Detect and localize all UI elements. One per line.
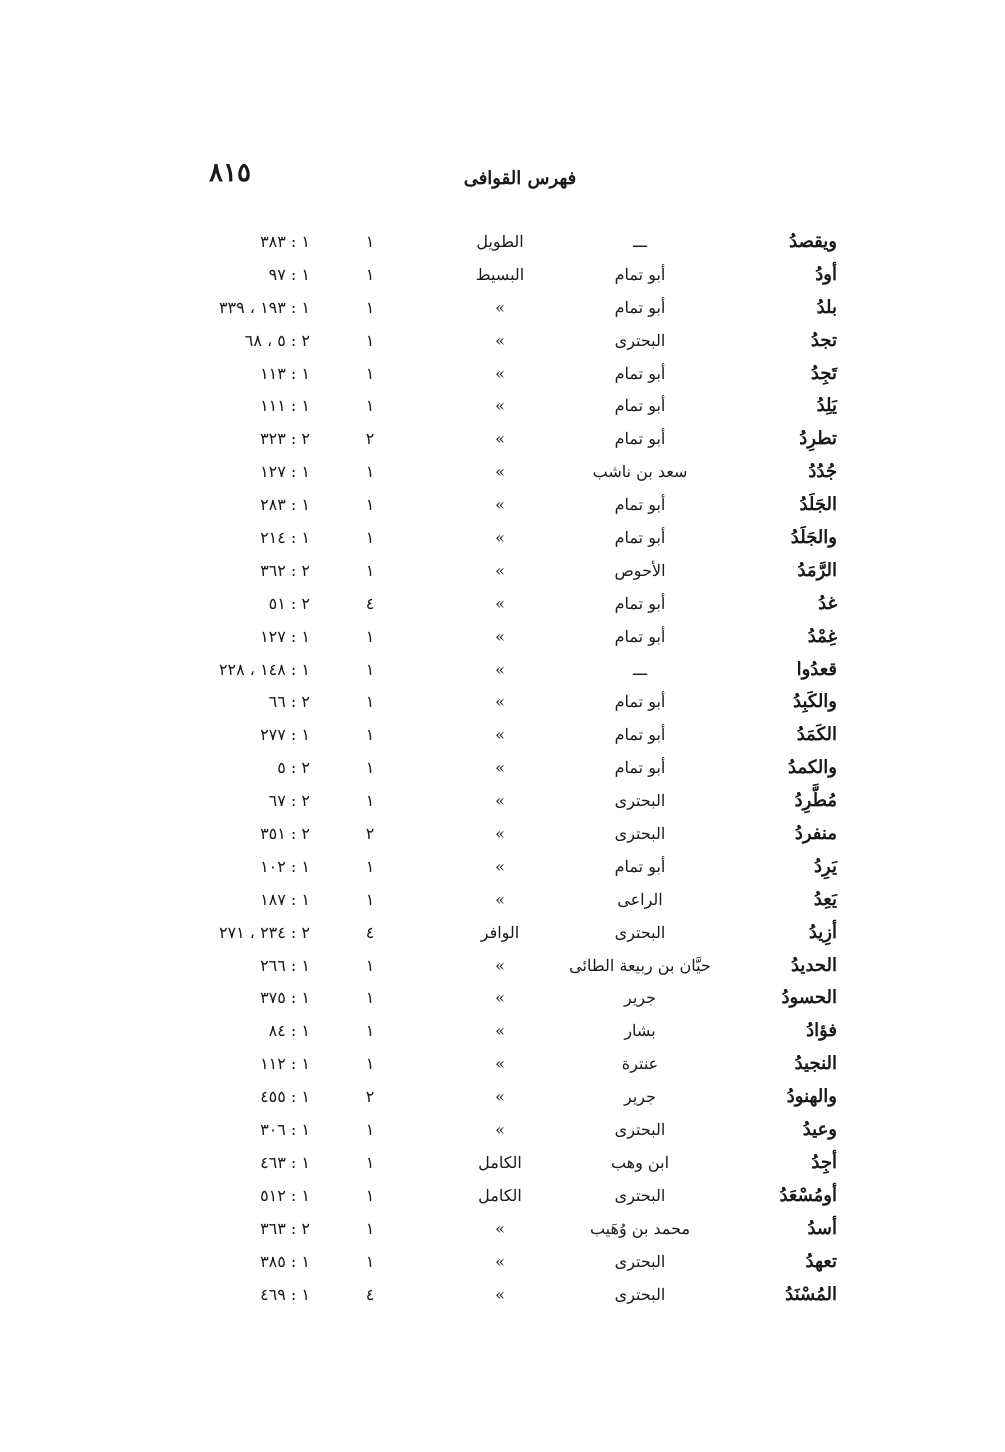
- rhyme-word: يَرِدُ: [814, 855, 837, 877]
- volume-page-ref: ١ : ٩٧: [268, 264, 310, 284]
- table-row: [0, 1180, 1005, 1213]
- poet-name: أبو تمام: [614, 758, 666, 778]
- table-row: [0, 489, 1005, 522]
- rhyme-word: يَلِدُ: [816, 395, 837, 417]
- meter-name: »: [495, 462, 505, 482]
- table-row: [0, 259, 1005, 292]
- verse-count: ١: [365, 1185, 375, 1205]
- meter-name: »: [495, 1087, 505, 1107]
- rhyme-word: ويقصدُ: [789, 231, 837, 252]
- poet-name: أبو تمام: [614, 626, 666, 646]
- verse-count: ٢: [365, 824, 375, 844]
- volume-page-ref: ١ : ٣٠٦: [260, 1120, 310, 1140]
- rhyme-index-table: [0, 226, 1005, 1311]
- poet-name: الأحوص: [614, 560, 666, 580]
- rhyme-word: فؤادُ: [806, 1020, 837, 1042]
- poet-name: أبو تمام: [614, 856, 666, 876]
- page-number: ٨١٥: [209, 158, 251, 188]
- meter-name: »: [495, 363, 505, 383]
- rhyme-word: والكَبِدُ: [793, 691, 837, 713]
- poet-name: عنترة: [621, 1054, 659, 1074]
- verse-count: ١: [365, 264, 375, 284]
- rhyme-word: الكَمَدُ: [796, 724, 837, 746]
- meter-name: »: [495, 955, 505, 975]
- volume-page-ref: ١ : ١٨٧: [260, 889, 310, 909]
- verse-count: ١: [365, 330, 375, 350]
- poet-name: جرير: [624, 988, 656, 1008]
- rhyme-word: المُسْنَدُ: [785, 1283, 837, 1305]
- volume-page-ref: ١ : ٤٥٥: [260, 1087, 310, 1107]
- table-row: [0, 917, 1005, 950]
- volume-page-ref: ٢ : ٥: [277, 758, 310, 778]
- table-row: [0, 818, 1005, 851]
- table-row: [0, 1147, 1005, 1180]
- verse-count: ١: [365, 363, 375, 383]
- poet-name: أبو تمام: [614, 297, 666, 317]
- meter-name: »: [495, 889, 505, 909]
- poet-name: أبو تمام: [614, 264, 666, 284]
- meter-name: »: [495, 988, 505, 1008]
- meter-name: »: [495, 1021, 505, 1041]
- rhyme-word: تطرِدُ: [799, 428, 837, 450]
- poet-name: الراعى: [617, 889, 663, 909]
- poet-name: البحترى: [614, 1120, 666, 1140]
- poet-name: أبو تمام: [614, 495, 666, 515]
- rhyme-word: والكمدُ: [788, 757, 837, 779]
- volume-page-ref: ١ : ١٢٧: [260, 462, 310, 482]
- verse-count: ١: [365, 560, 375, 580]
- volume-page-ref: ١ : ٨٤: [268, 1021, 310, 1041]
- table-row: [0, 456, 1005, 489]
- poet-name: أبو تمام: [614, 725, 666, 745]
- poet-name: البحترى: [614, 791, 666, 811]
- volume-page-ref: ١ : ١١٣: [260, 363, 310, 383]
- poet-name: ـــ: [632, 232, 648, 251]
- poet-name: البحترى: [614, 1185, 666, 1205]
- table-row: [0, 325, 1005, 358]
- table-row: [0, 752, 1005, 785]
- table-row: [0, 851, 1005, 884]
- meter-name: »: [495, 725, 505, 745]
- volume-page-ref: ٢ : ٣٢٣: [260, 429, 310, 449]
- verse-count: ١: [365, 1218, 375, 1238]
- rhyme-word: الجَلَدُ: [799, 494, 837, 516]
- meter-name: »: [495, 659, 505, 679]
- meter-name: »: [495, 560, 505, 580]
- rhyme-word: والجَلَدُ: [790, 527, 837, 549]
- poet-name: البحترى: [614, 1251, 666, 1271]
- table-row: [0, 555, 1005, 588]
- volume-page-ref: ١ : ٢٧٧: [260, 725, 310, 745]
- verse-count: ١: [365, 396, 375, 416]
- volume-page-ref: ١ : ٤٦٩: [260, 1284, 310, 1304]
- poet-name: سعد بن ناشب: [592, 462, 688, 482]
- verse-count: ١: [365, 1120, 375, 1140]
- table-row: [0, 1279, 1005, 1312]
- table-row: [0, 719, 1005, 752]
- table-row: [0, 1048, 1005, 1081]
- rhyme-word: الرَّمَدُ: [797, 559, 837, 581]
- verse-count: ١: [365, 462, 375, 482]
- meter-name: »: [495, 758, 505, 778]
- volume-page-ref: ٢ : ٣٦٢: [260, 560, 310, 580]
- verse-count: ١: [365, 758, 375, 778]
- verse-count: ١: [365, 1152, 375, 1172]
- volume-page-ref: ٢ : ٦٦: [268, 692, 310, 712]
- rhyme-word: والهنودُ: [786, 1086, 837, 1108]
- rhyme-word: الحديدُ: [790, 954, 837, 976]
- rhyme-word: أودُ: [815, 263, 837, 285]
- poet-name: محمد بن وُهَيب: [589, 1218, 691, 1238]
- table-row: [0, 621, 1005, 654]
- rhyme-word: منفردُ: [794, 823, 837, 845]
- meter-name: الكامل: [478, 1185, 522, 1205]
- verse-count: ١: [365, 725, 375, 745]
- rhyme-word: بلدُ: [816, 296, 837, 318]
- rhyme-word: أومُسْعَدُ: [779, 1184, 837, 1206]
- verse-count: ٢: [365, 429, 375, 449]
- poet-name: البحترى: [614, 922, 666, 942]
- verse-count: ١: [365, 297, 375, 317]
- verse-count: ١: [365, 856, 375, 876]
- table-row: [0, 1015, 1005, 1048]
- meter-name: »: [495, 626, 505, 646]
- verse-count: ١: [365, 955, 375, 975]
- rhyme-word: غدُ: [818, 592, 837, 614]
- volume-page-ref: ٢ : ٣٥١: [260, 824, 310, 844]
- verse-count: ١: [365, 232, 375, 251]
- poet-name: أبو تمام: [614, 363, 666, 383]
- table-row: [0, 423, 1005, 456]
- verse-count: ١: [365, 1054, 375, 1074]
- rhyme-word: جُدُدُ: [808, 461, 837, 483]
- volume-page-ref: ١ : ١٩٣ ، ٣٣٩: [218, 297, 310, 317]
- table-row: [0, 588, 1005, 621]
- meter-name: »: [495, 1054, 505, 1074]
- rhyme-word: النجيدُ: [794, 1053, 837, 1075]
- verse-count: ١: [365, 1021, 375, 1041]
- table-row: [0, 884, 1005, 917]
- rhyme-word: تَجِدُ: [810, 362, 837, 384]
- volume-page-ref: ١ : ١٢٧: [260, 626, 310, 646]
- verse-count: ٢: [365, 1087, 375, 1107]
- volume-page-ref: ١ : ٣٨٥: [260, 1251, 310, 1271]
- verse-count: ١: [365, 659, 375, 679]
- volume-page-ref: ١ : ٣٧٥: [260, 988, 310, 1008]
- volume-page-ref: ١ : ٤٦٣: [260, 1152, 310, 1172]
- meter-name: »: [495, 824, 505, 844]
- table-row: [0, 226, 1005, 259]
- verse-count: ٤: [365, 922, 375, 942]
- poet-name: البحترى: [614, 1284, 666, 1304]
- meter-name: »: [495, 528, 505, 548]
- volume-page-ref: ٢ : ٢٣٤ ، ٢٧١: [218, 922, 310, 942]
- meter-name: »: [495, 330, 505, 350]
- rhyme-word: تعهدُ: [805, 1250, 837, 1272]
- volume-page-ref: ٢ : ٣٦٣: [260, 1218, 310, 1238]
- rhyme-word: الحسودُ: [781, 987, 837, 1009]
- table-row: [0, 292, 1005, 325]
- table-row: [0, 390, 1005, 423]
- volume-page-ref: ٢ : ٦٧: [268, 791, 310, 811]
- volume-page-ref: ٢ : ٥١: [268, 593, 310, 613]
- volume-page-ref: ١ : ١٠٢: [260, 856, 310, 876]
- poet-name: بشار: [624, 1021, 656, 1041]
- verse-count: ١: [365, 495, 375, 515]
- meter-name: »: [495, 1120, 505, 1140]
- table-row: [0, 522, 1005, 555]
- volume-page-ref: ١ : ٢٨٣: [260, 495, 310, 515]
- rhyme-word: أجِدُ: [811, 1151, 837, 1173]
- meter-name: »: [495, 396, 505, 416]
- volume-page-ref: ٢ : ٥ ، ٦٨: [244, 330, 310, 350]
- poet-name: أبو تمام: [614, 396, 666, 416]
- volume-page-ref: ١ : ٢١٤: [260, 528, 310, 548]
- meter-name: »: [495, 1251, 505, 1271]
- meter-name: البسيط: [475, 264, 525, 284]
- verse-count: ١: [365, 889, 375, 909]
- meter-name: الطويل: [476, 232, 524, 251]
- meter-name: الكامل: [478, 1152, 522, 1172]
- verse-count: ١: [365, 791, 375, 811]
- verse-count: ٤: [365, 593, 375, 613]
- poet-name: البحترى: [614, 824, 666, 844]
- poet-name: ابن وهب: [610, 1152, 670, 1172]
- table-row: [0, 686, 1005, 719]
- volume-page-ref: ١ : ١١٢: [260, 1054, 310, 1074]
- rhyme-word: وعيدُ: [802, 1119, 837, 1141]
- poet-name: جرير: [624, 1087, 656, 1107]
- meter-name: »: [495, 429, 505, 449]
- meter-name: الوافر: [480, 922, 520, 942]
- verse-count: ١: [365, 1251, 375, 1271]
- meter-name: »: [495, 1218, 505, 1238]
- table-row: [0, 654, 1005, 687]
- verse-count: ١: [365, 988, 375, 1008]
- volume-page-ref: ١ : ٥١٢: [260, 1185, 310, 1205]
- rhyme-word: قعدُوا: [796, 658, 837, 680]
- poet-name: ـــ: [632, 659, 648, 679]
- meter-name: »: [495, 692, 505, 712]
- meter-name: »: [495, 856, 505, 876]
- table-row: [0, 1213, 1005, 1246]
- meter-name: »: [495, 593, 505, 613]
- poet-name: أبو تمام: [614, 692, 666, 712]
- table-row: [0, 982, 1005, 1015]
- meter-name: »: [495, 791, 505, 811]
- verse-count: ١: [365, 528, 375, 548]
- rhyme-word: أزِيدُ: [808, 921, 837, 943]
- table-row: [0, 1081, 1005, 1114]
- poet-name: أبو تمام: [614, 528, 666, 548]
- meter-name: »: [495, 495, 505, 515]
- poet-name: حيَّان بن ربيعة الطائى: [569, 955, 711, 975]
- page-title: فهرس القوافى: [463, 168, 577, 189]
- rhyme-word: أسدُ: [807, 1217, 837, 1239]
- volume-page-ref: ١ : ١١١: [260, 396, 310, 416]
- volume-page-ref: ١ : ٢٦٦: [260, 955, 310, 975]
- poet-name: البحترى: [614, 330, 666, 350]
- meter-name: »: [495, 297, 505, 317]
- rhyme-word: مُطَّرِدُ: [794, 790, 837, 812]
- volume-page-ref: ١ : ١٤٨ ، ٢٢٨: [218, 659, 310, 679]
- meter-name: »: [495, 1284, 505, 1304]
- rhyme-word: يَعِدُ: [813, 888, 837, 910]
- table-row: [0, 1246, 1005, 1279]
- table-row: [0, 358, 1005, 391]
- table-row: [0, 950, 1005, 983]
- table-row: [0, 1114, 1005, 1147]
- poet-name: أبو تمام: [614, 429, 666, 449]
- table-row: [0, 785, 1005, 818]
- rhyme-word: تجدُ: [810, 329, 837, 351]
- rhyme-word: غِمْدُ: [807, 625, 837, 647]
- verse-count: ١: [365, 692, 375, 712]
- verse-count: ٤: [365, 1284, 375, 1304]
- verse-count: ١: [365, 626, 375, 646]
- volume-page-ref: ١ : ٣٨٣: [260, 232, 310, 251]
- poet-name: أبو تمام: [614, 593, 666, 613]
